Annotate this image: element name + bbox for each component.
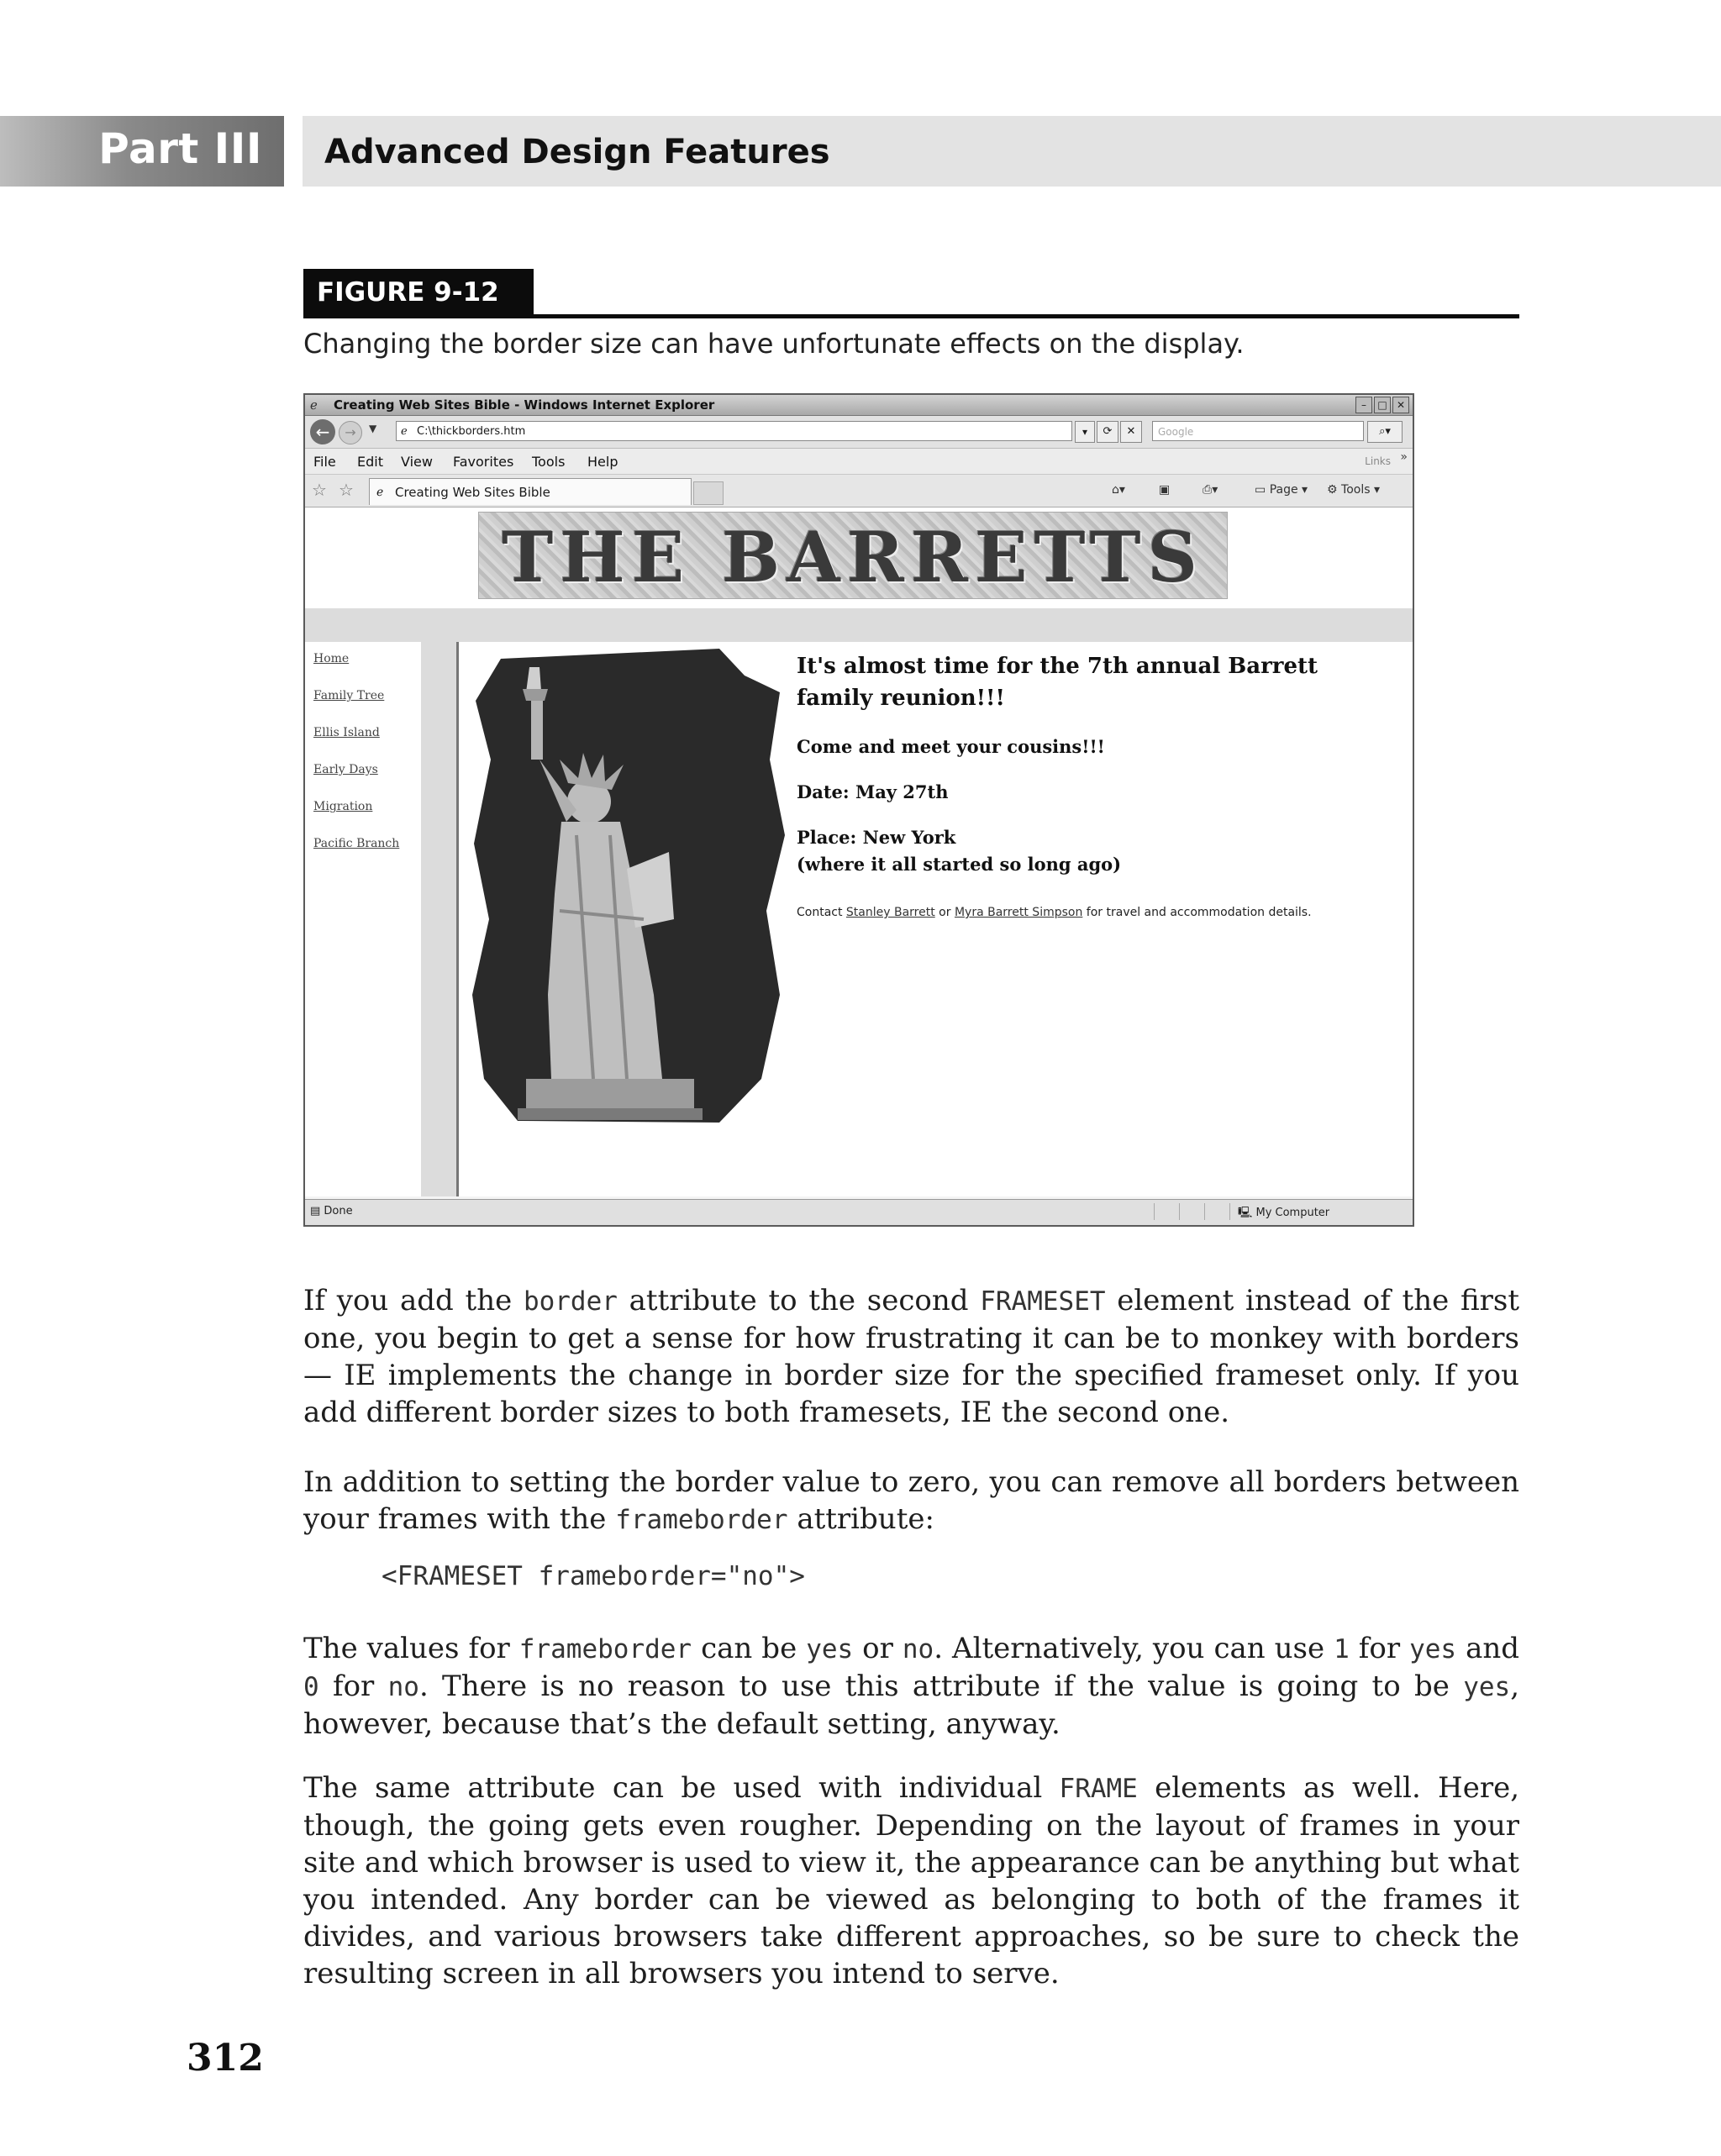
paragraph-2 <box>303 1464 1519 1538</box>
menu-bar <box>305 449 1413 475</box>
contact-link-stanley[interactable]: Stanley Barrett <box>845 906 935 919</box>
frame-border-horizontal[interactable] <box>305 608 1413 642</box>
contact-suffix: for travel and accommodation details. <box>1082 906 1312 919</box>
feeds-icon[interactable]: ▣ <box>1159 483 1171 497</box>
text: If you add the <box>303 1284 524 1317</box>
event-date: Date: May 27th <box>797 781 949 802</box>
contact-line <box>797 906 1312 919</box>
menu-tools[interactable]: Tools <box>532 454 566 470</box>
part-label: Part III <box>98 124 262 173</box>
nav-link-ellis-island[interactable]: Ellis Island <box>313 726 380 739</box>
paragraph-4 <box>303 1769 1519 1992</box>
browser-titlebar <box>305 395 1413 416</box>
nav-frame <box>305 642 421 1196</box>
part-tab <box>0 116 284 187</box>
paragraph-1 <box>303 1282 1519 1431</box>
banner-text: THE BARRETTS <box>502 518 1204 598</box>
figure-rule <box>303 314 1519 318</box>
banner-frame <box>305 507 1413 608</box>
paragraph-3 <box>303 1630 1519 1743</box>
text: for <box>1349 1632 1410 1665</box>
menu-edit[interactable]: Edit <box>357 454 383 470</box>
page-menu[interactable]: ▭ Page ▾ <box>1255 483 1308 497</box>
browser-screenshot <box>303 393 1414 1227</box>
contact-prefix: Contact <box>797 906 846 919</box>
tab-title: Creating Web Sites Bible <box>395 485 550 500</box>
text: and <box>1456 1632 1519 1665</box>
code-inline: no <box>387 1672 419 1702</box>
chevron-icon[interactable]: » <box>1400 450 1408 464</box>
text: The values for <box>303 1632 519 1665</box>
nav-link-pacific-branch[interactable]: Pacific Branch <box>313 837 400 850</box>
code-inline: no <box>902 1634 934 1664</box>
text: The same attribute can be used with individual <box>303 1771 1060 1805</box>
nav-link-home[interactable]: Home <box>313 652 350 665</box>
code-inline: yes <box>1409 1634 1457 1664</box>
url-text: C:\thickborders.htm <box>417 425 526 438</box>
search-icon[interactable]: ⌕▾ <box>1367 421 1403 443</box>
new-tab-button[interactable] <box>693 481 724 505</box>
maximize-icon[interactable]: □ <box>1374 397 1391 413</box>
nav-link-family-tree[interactable]: Family Tree <box>313 689 385 702</box>
forward-arrow-icon[interactable]: → <box>339 421 362 444</box>
chapter-band <box>303 116 1721 187</box>
page-content <box>305 507 1413 1196</box>
text: . Alternatively, you can use <box>934 1632 1334 1665</box>
text: or <box>853 1632 903 1665</box>
code-inline: FRAMESET <box>980 1286 1106 1317</box>
statue-of-liberty-image <box>467 642 787 1129</box>
menu-view[interactable]: View <box>401 454 433 470</box>
place-note: (where it all started so long ago) <box>797 854 1122 875</box>
code-block: <FRAMESET frameborder="no"> <box>382 1561 805 1591</box>
text: for <box>318 1670 388 1703</box>
text: , however, because that’s the default setting, anyway. <box>303 1670 1520 1741</box>
text: attribute: <box>787 1502 934 1536</box>
url-input[interactable] <box>396 421 1072 441</box>
code-inline: 1 <box>1334 1634 1350 1664</box>
contact-or: or <box>934 906 955 919</box>
tab-page-icon: ℯ <box>376 486 384 499</box>
text: In addition to setting the border value to zero, you can remove all borders between your frames with the <box>303 1465 1519 1536</box>
browser-title: Creating Web Sites Bible - Windows Internet Explorer <box>334 397 715 413</box>
tools-menu-label: Tools <box>1341 483 1371 497</box>
page-icon: ℯ <box>401 425 408 438</box>
home-icon[interactable]: ⌂▾ <box>1112 483 1125 497</box>
stop-icon[interactable]: ✕ <box>1120 421 1142 443</box>
code-inline: yes <box>1463 1672 1511 1702</box>
code-inline: frameborder <box>518 1634 692 1664</box>
address-bar <box>305 416 1413 449</box>
status-divider <box>1179 1203 1180 1220</box>
site-banner <box>478 512 1228 599</box>
main-frame <box>456 642 1414 1196</box>
frame-border-vertical[interactable] <box>421 642 456 1196</box>
meet-cousins: Come and meet your cousins!!! <box>797 736 1105 757</box>
chapter-title: Advanced Design Features <box>324 133 830 171</box>
ie-logo-icon: ℯ <box>310 397 318 413</box>
history-dropdown-icon[interactable]: ▼ <box>369 423 377 434</box>
figure-caption: Changing the border size can have unfortunate effects on the display. <box>303 328 1245 360</box>
page-number: 312 <box>187 2037 264 2080</box>
links-label[interactable]: Links <box>1365 455 1391 467</box>
text: . There is no reason to use this attribute if the value is going to be <box>418 1670 1464 1703</box>
code-inline: FRAME <box>1059 1774 1138 1804</box>
text: attribute to the second <box>617 1284 981 1317</box>
status-zone-label: My Computer <box>1255 1207 1330 1219</box>
figure-tag-label: FIGURE 9-12 <box>317 277 499 308</box>
contact-link-myra[interactable]: Myra Barrett Simpson <box>954 906 1083 919</box>
status-divider <box>1229 1203 1230 1220</box>
add-favorite-icon[interactable]: ☆ <box>339 480 354 500</box>
code-inline: yes <box>806 1634 854 1664</box>
back-arrow-icon[interactable]: ← <box>310 419 335 444</box>
status-bar <box>305 1199 1413 1225</box>
search-input[interactable]: Google <box>1152 421 1364 441</box>
menu-favorites[interactable]: Favorites <box>453 454 514 470</box>
favorites-bar <box>305 475 1413 507</box>
status-done: ▤ Done <box>310 1205 353 1217</box>
figure-tag <box>303 269 534 318</box>
code-inline: border <box>523 1286 618 1317</box>
text: elements as well. Here, though, the going gets even rougher. Depending on the layout of frames in your site and which browser is used to view it, the appearance can be anything but what you intended. Any border can be viewed as belonging to both of the frames it divides, and various browsers take different approaches, so be sure to check the resulting screen in all browsers you intend to serve. <box>303 1771 1520 1990</box>
nav-link-early-days[interactable]: Early Days <box>313 763 378 776</box>
status-zone: 🖳 My Computer <box>1238 1207 1330 1219</box>
text: can be <box>692 1632 807 1665</box>
print-icon[interactable]: ⎙▾ <box>1203 483 1218 497</box>
menu-file[interactable]: File <box>313 454 336 470</box>
status-done-label: Done <box>324 1205 353 1217</box>
favorites-star-icon[interactable]: ☆ <box>312 480 327 500</box>
page-menu-label: Page <box>1269 483 1298 497</box>
code-inline: 0 <box>303 1672 319 1702</box>
text: element instead of the first one, you begin to get a sense for how frustrating it can be to monkey with borders — IE implements the change in border size for the specified frameset only. If you add different border sizes to both framesets, IE the second one. <box>303 1284 1519 1429</box>
headline-line1: It's almost time for the 7th annual Barrett <box>797 654 1318 679</box>
tab-active[interactable] <box>369 478 692 505</box>
tools-menu[interactable]: ⚙ Tools ▾ <box>1327 483 1380 497</box>
status-divider <box>1154 1203 1155 1220</box>
status-divider <box>1204 1203 1205 1220</box>
nav-link-migration[interactable]: Migration <box>313 800 373 813</box>
code-inline: frameborder <box>615 1505 788 1535</box>
menu-help[interactable]: Help <box>587 454 618 470</box>
close-icon[interactable]: ✕ <box>1392 397 1409 413</box>
window-controls <box>1355 397 1409 413</box>
refresh-icon[interactable]: ⟳ <box>1097 421 1118 443</box>
headline-line2: family reunion!!! <box>797 686 1005 711</box>
event-place: Place: New York <box>797 827 956 848</box>
url-dropdown-icon[interactable]: ▾ <box>1075 421 1095 443</box>
minimize-icon[interactable]: – <box>1355 397 1372 413</box>
